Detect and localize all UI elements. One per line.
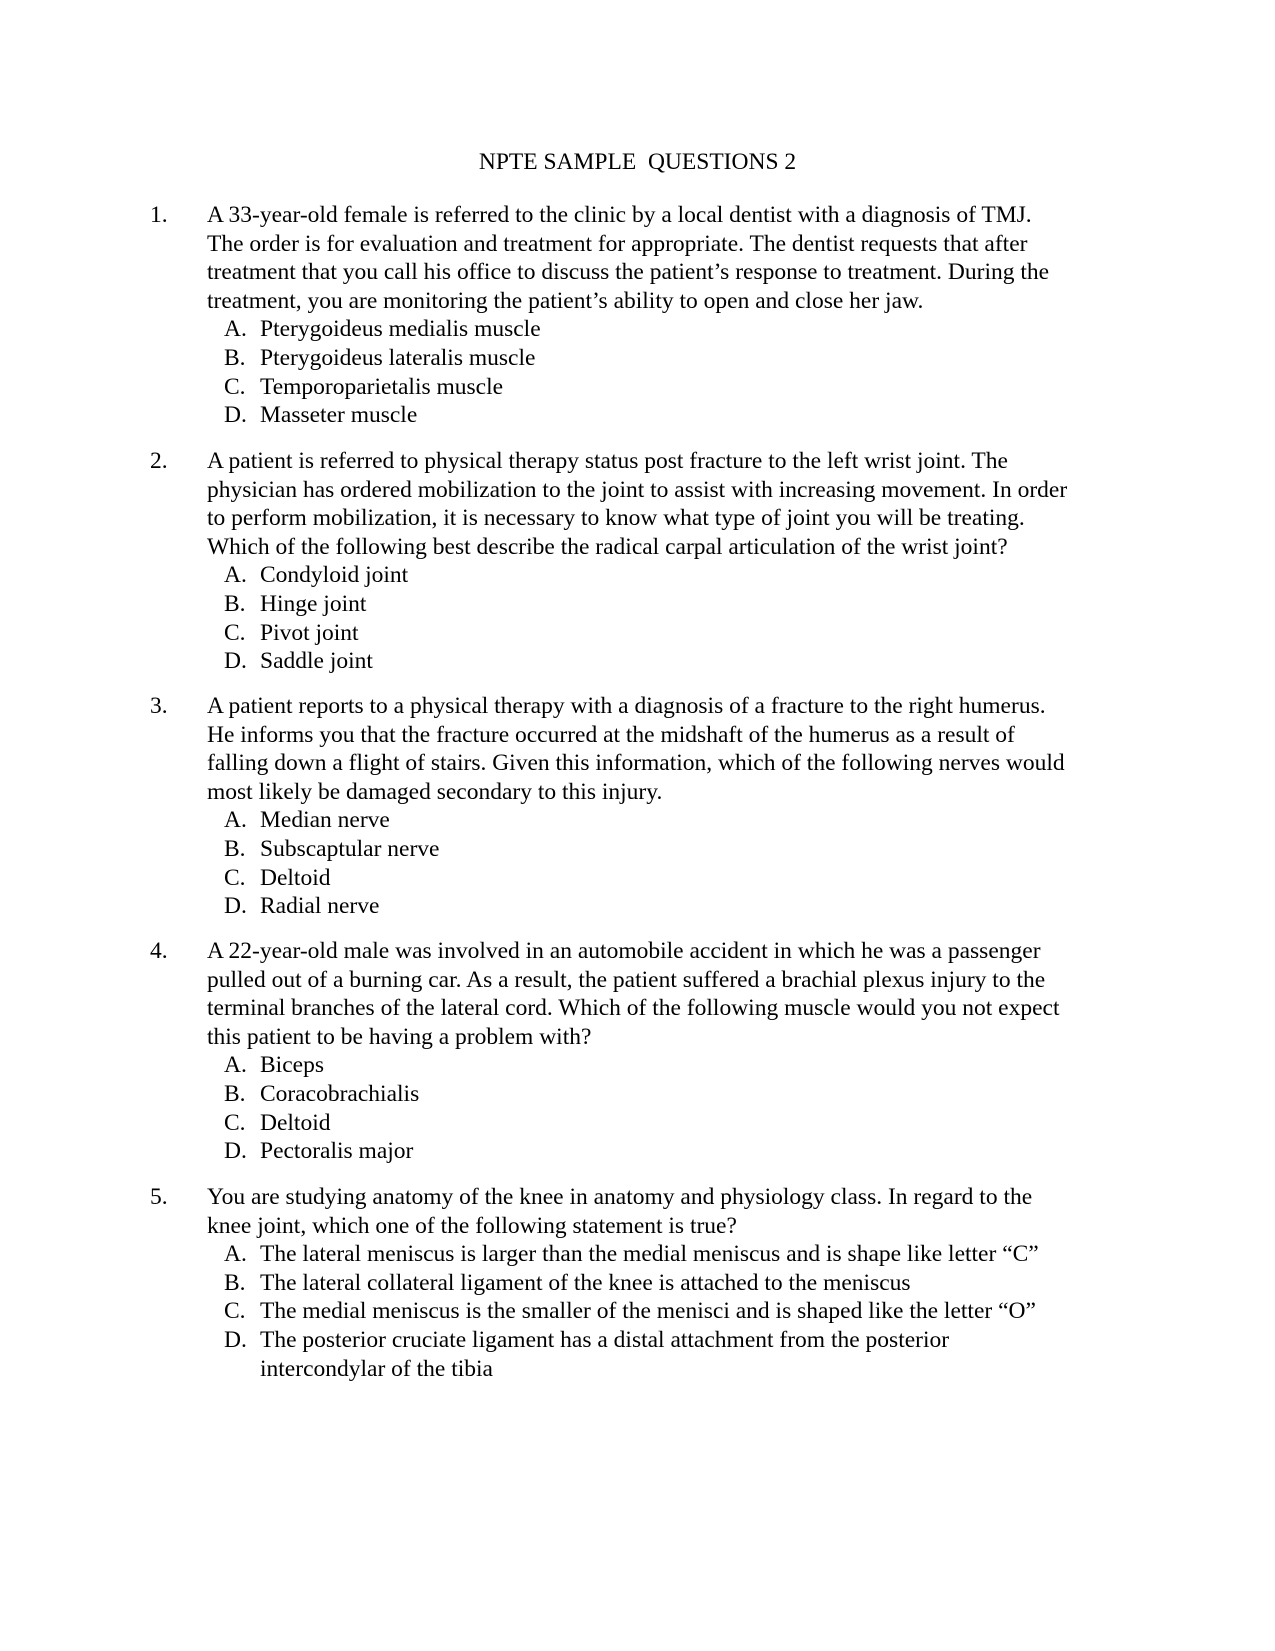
answer-option-text bbox=[260, 1109, 1104, 1138]
answer-option-text bbox=[260, 1326, 1104, 1383]
answer-option-text bbox=[260, 864, 1104, 893]
answer-option-letter: C. bbox=[224, 373, 246, 400]
answer-option bbox=[224, 401, 1104, 430]
answer-option-letter: D. bbox=[224, 648, 247, 675]
answer-option bbox=[224, 835, 1104, 864]
answer-option bbox=[224, 344, 1104, 373]
question-stem-line: A 22-year-old male was involved in an automobile accident in which he was a passenger bbox=[207, 938, 1041, 964]
answer-option-line: Pivot joint bbox=[260, 619, 359, 646]
answer-option bbox=[224, 647, 1104, 676]
question-number: 5. bbox=[150, 1184, 168, 1210]
question-stem-line: Which of the following best describe the radical carpal articulation of the wrist joint? bbox=[207, 533, 1008, 560]
answer-option-line: Pectoralis major bbox=[260, 1138, 414, 1165]
answer-option-line: Coracobrachialis bbox=[260, 1080, 420, 1107]
answer-options bbox=[224, 561, 1104, 675]
answer-option-letter: A. bbox=[224, 807, 247, 834]
answer-option-line: Deltoid bbox=[260, 1109, 331, 1136]
answer-option-line: Pterygoideus lateralis muscle bbox=[260, 344, 536, 371]
answer-option bbox=[224, 1326, 1104, 1383]
page-title: NPTE SAMPLE QUESTIONS 2 bbox=[478, 149, 797, 175]
answer-option bbox=[224, 590, 1104, 619]
answer-option-line: Temporoparietalis muscle bbox=[260, 373, 504, 400]
answer-option-text bbox=[260, 1137, 1104, 1166]
answer-option-line: The medial meniscus is the smaller of the menisci and is shaped like the letter “O” bbox=[260, 1298, 1036, 1325]
answer-option-line: Biceps bbox=[260, 1052, 324, 1079]
answer-option bbox=[224, 864, 1104, 893]
question-stem-line: A patient is referred to physical therapy status post fracture to the left wrist joint. The bbox=[207, 448, 1008, 474]
answer-option-letter: A. bbox=[224, 316, 247, 343]
answer-option-text bbox=[260, 1080, 1104, 1109]
answer-option-letter: D. bbox=[224, 402, 247, 429]
answer-options bbox=[224, 1240, 1104, 1383]
answer-option bbox=[224, 315, 1104, 344]
question-stem bbox=[207, 1183, 1137, 1240]
question-number: 4. bbox=[150, 938, 168, 964]
answer-option-line: Condyloid joint bbox=[260, 562, 409, 589]
answer-option-letter: C. bbox=[224, 1109, 246, 1136]
answer-option-letter: B. bbox=[224, 1080, 246, 1107]
answer-option bbox=[224, 373, 1104, 402]
answer-option bbox=[224, 1240, 1104, 1269]
question-stem bbox=[207, 937, 1137, 1051]
answer-option-text bbox=[260, 401, 1104, 430]
question-stem bbox=[207, 447, 1137, 561]
answer-option-text bbox=[260, 373, 1104, 402]
answer-options bbox=[224, 1051, 1104, 1165]
answer-option bbox=[224, 1297, 1104, 1326]
question-stem-line: physician has ordered mobilization to the joint to assist with increasing movement. In order bbox=[207, 476, 1068, 503]
answer-option-text bbox=[260, 590, 1104, 619]
answer-option-letter: D. bbox=[224, 1326, 247, 1353]
answer-option-line: Masseter muscle bbox=[260, 402, 418, 429]
answer-option-letter: C. bbox=[224, 1298, 246, 1325]
answer-option-text bbox=[260, 1051, 1104, 1080]
answer-option-text bbox=[260, 1269, 1104, 1298]
answer-option-letter: A. bbox=[224, 1241, 247, 1268]
answer-option-letter: C. bbox=[224, 864, 246, 891]
answer-option-text bbox=[260, 806, 1104, 835]
question-stem bbox=[207, 692, 1137, 806]
answer-option bbox=[224, 1080, 1104, 1109]
answer-option-text bbox=[260, 561, 1104, 590]
question-stem-line: terminal branches of the lateral cord. Which of the following muscle would you not expect bbox=[207, 995, 1060, 1022]
answer-option-letter: B. bbox=[224, 344, 246, 371]
question-stem-line: knee joint, which one of the following statement is true? bbox=[207, 1212, 737, 1239]
answer-options bbox=[224, 315, 1104, 429]
answer-option-text bbox=[260, 1297, 1104, 1326]
answer-option-text bbox=[260, 892, 1104, 921]
question-stem-line: falling down a flight of stairs. Given this information, which of the following nerves would bbox=[207, 750, 1065, 777]
answer-option-line: The lateral collateral ligament of the knee is attached to the meniscus bbox=[260, 1269, 911, 1296]
answer-option-line: intercondylar of the tibia bbox=[260, 1355, 493, 1382]
answer-option bbox=[224, 619, 1104, 648]
answer-option-letter: B. bbox=[224, 1269, 246, 1296]
answer-option bbox=[224, 1269, 1104, 1298]
answer-option-line: Median nerve bbox=[260, 807, 390, 834]
answer-option-letter: B. bbox=[224, 590, 246, 617]
question-stem-line: pulled out of a burning car. As a result, the patient suffered a brachial plexus injury to the bbox=[207, 966, 1046, 993]
answer-option-line: Subscaptular nerve bbox=[260, 835, 440, 862]
answer-option-line: Deltoid bbox=[260, 864, 331, 891]
answer-option-line: Hinge joint bbox=[260, 590, 367, 617]
answer-option-letter: A. bbox=[224, 1052, 247, 1079]
answer-option-letter: D. bbox=[224, 1138, 247, 1165]
answer-option-line: The posterior cruciate ligament has a distal attachment from the posterior bbox=[260, 1326, 950, 1353]
answer-option-text bbox=[260, 647, 1104, 676]
question-stem-line: The order is for evaluation and treatment for appropriate. The dentist requests that after bbox=[207, 230, 1028, 257]
answer-option-line: Radial nerve bbox=[260, 893, 380, 920]
question-stem-line: to perform mobilization, it is necessary to know what type of joint you will be treating. bbox=[207, 505, 1025, 532]
answer-option-text bbox=[260, 619, 1104, 648]
question-stem-line: You are studying anatomy of the knee in anatomy and physiology class. In regard to the bbox=[207, 1184, 1033, 1210]
answer-option bbox=[224, 1051, 1104, 1080]
answer-option-line: The lateral meniscus is larger than the medial meniscus and is shape like letter “C” bbox=[260, 1241, 1039, 1268]
answer-option-text bbox=[260, 315, 1104, 344]
answer-option-text bbox=[260, 344, 1104, 373]
answer-option-letter: B. bbox=[224, 835, 246, 862]
answer-option-letter: C. bbox=[224, 619, 246, 646]
question-stem-line: A 33-year-old female is referred to the clinic by a local dentist with a diagnosis of TMJ. bbox=[207, 202, 1032, 228]
answer-options bbox=[224, 806, 1104, 920]
question-stem-line: treatment, you are monitoring the patient’s ability to open and close her jaw. bbox=[207, 287, 924, 314]
question-number: 2. bbox=[150, 448, 168, 474]
question-number: 3. bbox=[150, 693, 168, 719]
question-stem-line: this patient to be having a problem with? bbox=[207, 1023, 592, 1050]
question-stem bbox=[207, 201, 1137, 315]
answer-option-letter: D. bbox=[224, 893, 247, 920]
answer-option-line: Saddle joint bbox=[260, 648, 373, 675]
answer-option bbox=[224, 892, 1104, 921]
answer-option-text bbox=[260, 835, 1104, 864]
question-stem-line: treatment that you call his office to discuss the patient’s response to treatment. During the bbox=[207, 259, 1050, 286]
question-stem-line: most likely be damaged secondary to this injury. bbox=[207, 778, 663, 805]
answer-option-text bbox=[260, 1240, 1104, 1269]
question-number: 1. bbox=[150, 202, 168, 228]
answer-option bbox=[224, 806, 1104, 835]
answer-option-line: Pterygoideus medialis muscle bbox=[260, 316, 541, 343]
answer-option bbox=[224, 1109, 1104, 1138]
question-stem-line: He informs you that the fracture occurred at the midshaft of the humerus as a result of bbox=[207, 721, 1015, 748]
answer-option-letter: A. bbox=[224, 562, 247, 589]
answer-option bbox=[224, 1137, 1104, 1166]
answer-option bbox=[224, 561, 1104, 590]
question-stem-line: A patient reports to a physical therapy with a diagnosis of a fracture to the right humerus. bbox=[207, 693, 1046, 719]
